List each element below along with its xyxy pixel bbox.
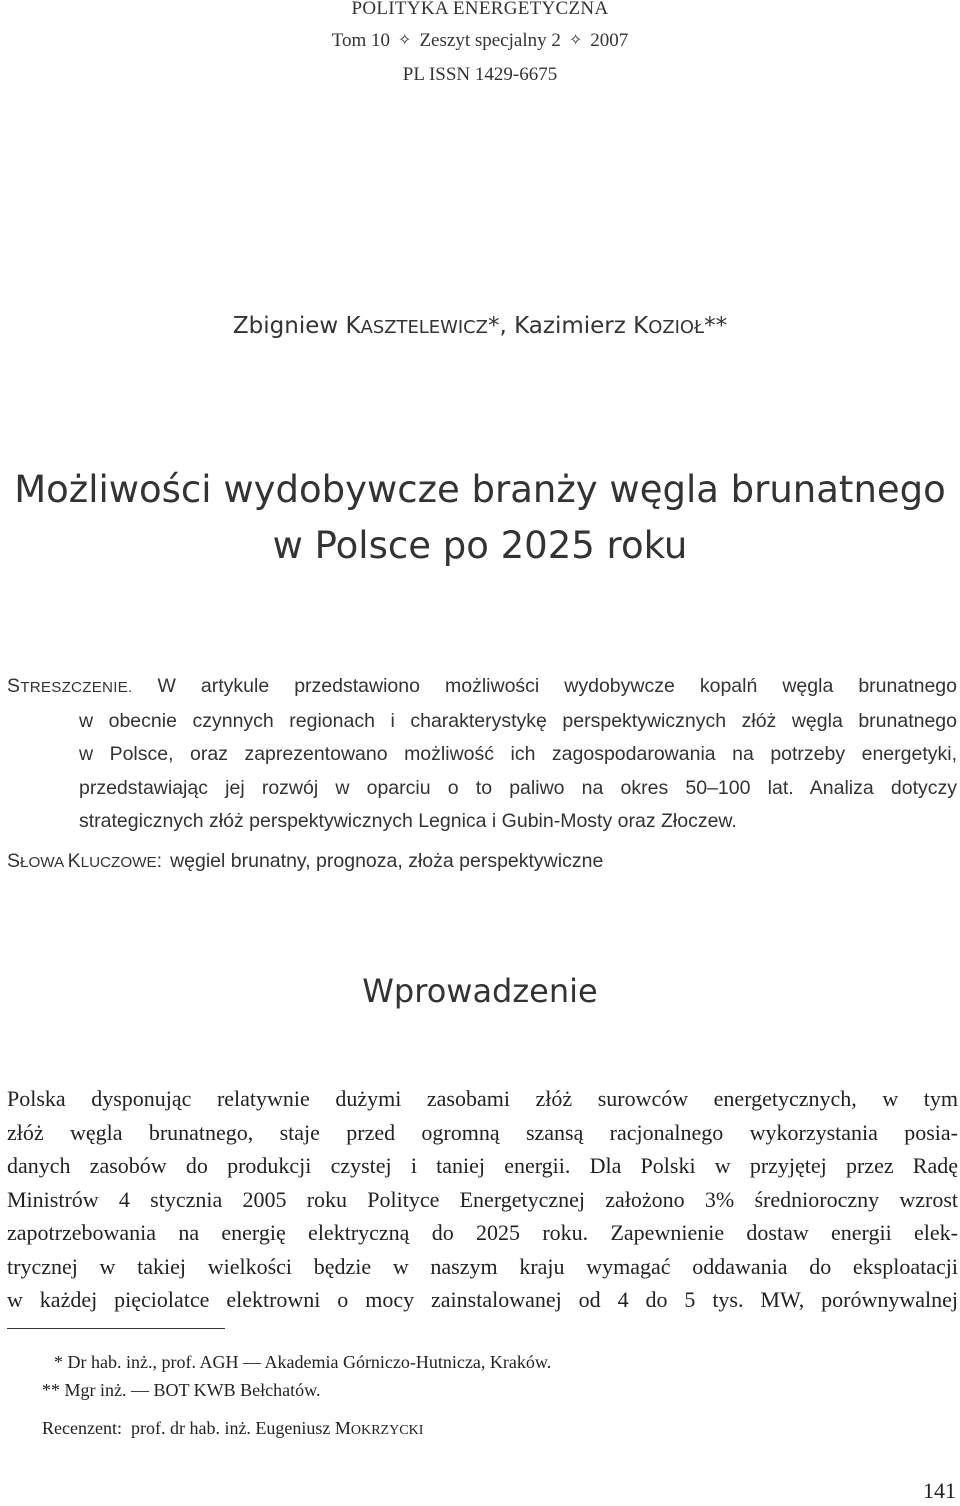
intro-line: złóż węgla brunatnego, staje przed ogromną szansą racjonalnego wykorzystania posia- [7, 1119, 958, 1145]
reviewer [42, 1418, 423, 1439]
title-line-1: Możliwości wydobywcze branży węgla brunatnego [14, 468, 946, 511]
issn: PL ISSN 1429-6675 [402, 64, 558, 85]
author-2-mark: ** [704, 313, 728, 339]
abstract-label: STRESZCZENIE. [7, 675, 133, 697]
article-title [0, 462, 960, 574]
abstract-line: strategicznych złóż perspektywicznych Legnica i Gubin-Mosty oraz Złoczew. [79, 810, 737, 833]
section-heading: Wprowadzenie [362, 972, 598, 1010]
abstract-line: w Polsce, oraz zaprezentowano możliwość ich zagospodarowania na potrzeby energetyki, [79, 743, 957, 766]
volume: Tom 10 [331, 30, 391, 51]
intro-line: Ministrów 4 stycznia 2005 roku Polityce Energetycznej założono 3% średnioroczny wzrost [7, 1186, 958, 1212]
title-line-2: w Polsce po 2025 roku [272, 524, 688, 567]
abstract-line: przedstawiając jej rozwój w oparciu o to paliwo na okres 50–100 lat. Analiza dotyczy [79, 776, 957, 799]
abstract-line: STRESZCZENIE. W artykule przedstawiono możliwości wydobywcze kopalń węgla brunatnego [7, 675, 957, 697]
keywords-label: SŁOWA KLUCZOWE: [7, 850, 163, 872]
keywords-value: węgiel brunatny, prognoza, złoża perspektywiczne [170, 850, 604, 872]
intro-line: Polska dysponując relatywnie dużymi zasobami złóż surowców energetycznych, w tym [7, 1086, 958, 1111]
intro-paragraph [7, 1082, 958, 1317]
authors [0, 313, 960, 339]
star-separator-icon: ✧ [398, 32, 412, 49]
keywords [7, 850, 957, 873]
author-1-first: Zbigniew K [232, 313, 361, 339]
author-2-rest: OZIOŁ [648, 317, 705, 338]
footnote-1: * Dr hab. inż., prof. AGH — Akademia Górniczo-Hutnicza, Kraków. [54, 1352, 552, 1372]
intro-line: zapotrzebowania na energię elektryczną do 2025 roku. Zapewnienie dostaw energii elek- [7, 1220, 958, 1245]
author-1-rest: ASZTELEWICZ [360, 317, 488, 338]
author-1-mark: *, [487, 313, 515, 339]
journal-issue-line [0, 30, 960, 52]
author-2-first: Kazimierz K [514, 313, 649, 339]
footnote-2: ** Mgr inż. — BOT KWB Bełchatów. [42, 1380, 321, 1400]
issue: Zeszyt specjalny 2 [419, 30, 561, 51]
page-number: 141 [923, 1478, 956, 1503]
year: 2007 [590, 30, 629, 51]
intro-line: trycznej w takiej wielkości będzie w naszym kraju wymagać oddawania do eksploatacji [7, 1253, 958, 1279]
abstract-line: w obecnie czynnych regionach i charakterystykę perspektywicznych złóż węgla brunatnego [79, 709, 957, 732]
star-separator-icon: ✧ [568, 32, 583, 49]
intro-line: w każdej pięciolatce elektrowni o mocy zainstalowanej od 4 do 5 tys. MW, porównywalnej [7, 1287, 958, 1312]
reviewer-name-rest: OKRZYCKI [350, 1422, 424, 1438]
reviewer-name: prof. dr hab. inż. Eugeniusz M [130, 1418, 351, 1438]
reviewer-label: Recenzent: [42, 1418, 122, 1438]
journal-name: POLITYKA ENERGETYCZNA [351, 0, 609, 19]
footnote-divider [7, 1328, 225, 1329]
abstract [7, 670, 957, 839]
intro-line: danych zasobów do produkcji czystej i taniej energii. Dla Polski w przyjętej przez Radę [7, 1153, 958, 1178]
